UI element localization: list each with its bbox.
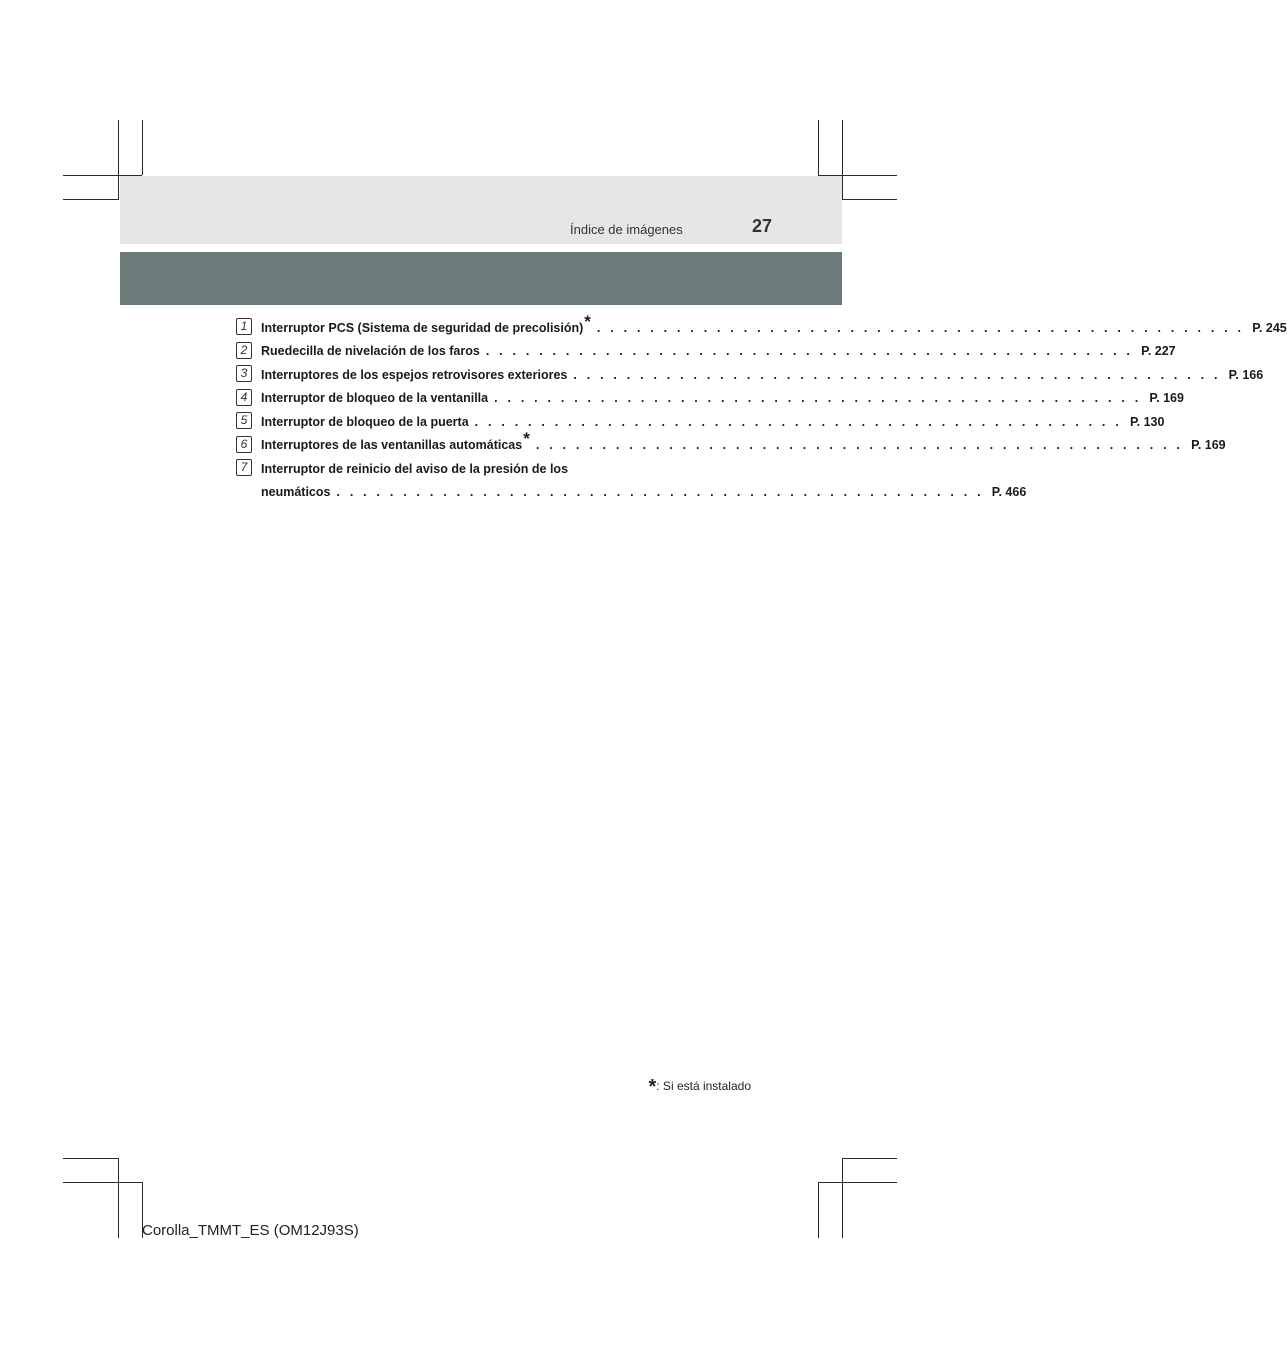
page-reference[interactable]: P. 169 (1191, 438, 1226, 453)
item-label: Interruptor PCS (Sistema de seguridad de precolisión)* (261, 311, 591, 335)
footnote (648, 1076, 751, 1099)
crop-mark (842, 120, 843, 200)
page-reference[interactable]: P. 466 (991, 485, 1027, 500)
footnote-text: : Si está instalado (656, 1079, 751, 1093)
dot-leader: . . . . . . . . . . . . . . . . . . . . . . . . . . . . . . . . . . . . . . . . . . . . . . . . . (485, 344, 1134, 359)
list-item (236, 429, 1226, 458)
item-number: 3 (236, 365, 252, 382)
header-band (120, 176, 842, 244)
item-number: 2 (236, 342, 252, 359)
dot-leader: . . . . . . . . . . . . . . . . . . . . . . . . . . . . . . . . . . . . . . . . . . . . . . . . . (494, 391, 1142, 406)
dot-leader: . . . . . . . . . . . . . . . . . . . . . . . . . . . . . . . . . . . . . . . . . . . . . . . . . (573, 367, 1221, 382)
asterisk: * (584, 311, 591, 331)
page-reference[interactable]: P. 245 (1252, 320, 1287, 335)
dot-leader: . . . . . . . . . . . . . . . . . . . . . . . . . . . . . . . . . . . . . . . . . . . . . . . . . (535, 438, 1184, 453)
item-label: Interruptor de reinicio del aviso de la presión de los (261, 461, 569, 476)
list-item (236, 363, 1264, 387)
crop-mark (63, 199, 118, 200)
item-number: 6 (236, 436, 252, 453)
crop-mark (63, 1158, 118, 1159)
dot-leader: . . . . . . . . . . . . . . . . . . . . . . . . . . . . . . . . . . . . . . . . . . . . . . . . . (596, 320, 1245, 335)
item-number: 7 (236, 459, 252, 476)
page-reference[interactable]: P. 130 (1129, 414, 1165, 429)
list-item (236, 457, 1027, 504)
document-id: Corolla_TMMT_ES (OM12J93S) (142, 1222, 359, 1239)
item-number: 5 (236, 412, 252, 429)
crop-mark (818, 1182, 897, 1183)
page-reference[interactable]: P. 227 (1141, 344, 1176, 359)
crop-mark (142, 120, 143, 175)
crop-mark (63, 1182, 142, 1183)
crop-mark (842, 1158, 897, 1159)
item-label: Interruptores de las ventanillas automáticas* (261, 429, 530, 453)
item-label: Interruptor de bloqueo de la ventanilla (261, 391, 489, 406)
crop-mark (818, 1182, 819, 1238)
item-label: Interruptores de los espejos retrovisores exteriores (261, 367, 568, 382)
asterisk: * (648, 1076, 657, 1098)
list-item (236, 410, 1165, 434)
crop-mark (118, 120, 119, 200)
item-label: Interruptor de bloqueo de la puerta (261, 414, 469, 429)
item-label-continued: neumáticos (261, 485, 331, 500)
page-reference[interactable]: P. 169 (1149, 391, 1184, 406)
dot-leader: . . . . . . . . . . . . . . . . . . . . . . . . . . . . . . . . . . . . . . . . . . . . . . . . . (474, 414, 1122, 429)
crop-mark (118, 1158, 119, 1238)
item-number: 4 (236, 389, 252, 406)
asterisk: * (523, 429, 530, 449)
crop-mark (842, 1158, 843, 1238)
page-number: 27 (752, 216, 773, 236)
list-item (236, 340, 1176, 364)
list-item (236, 311, 1287, 340)
dot-leader: . . . . . . . . . . . . . . . . . . . . . . . . . . . . . . . . . . . . . . . . . . . . . . . . . (336, 485, 984, 500)
list-item (236, 387, 1184, 411)
crop-mark (818, 120, 819, 175)
item-label: Ruedecilla de nivelación de los faros (261, 344, 480, 359)
page-reference[interactable]: P. 166 (1228, 367, 1264, 382)
crop-mark (842, 199, 897, 200)
section-title: Índice de imágenes (570, 222, 683, 237)
figure-panel (120, 252, 842, 305)
item-number: 1 (236, 318, 252, 335)
index-list (236, 311, 1287, 504)
